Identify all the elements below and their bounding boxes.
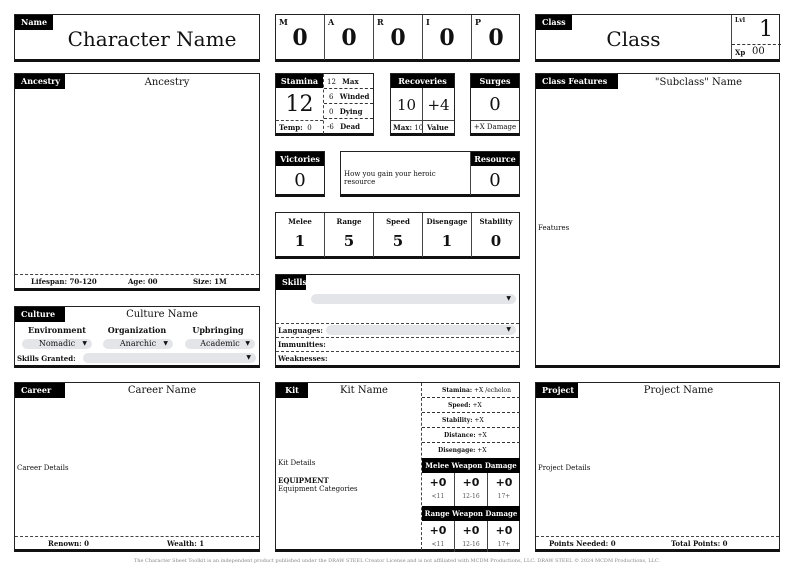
wealth-value[interactable]: 1 xyxy=(199,539,205,548)
class-field[interactable]: Class xyxy=(606,27,661,51)
skills-dropdown[interactable] xyxy=(311,294,516,304)
range-tier1[interactable]: +0 <11 xyxy=(422,521,455,552)
level-box: Lvl 1 Xp 00 xyxy=(731,15,780,60)
class-features-box: Class Features "Subclass" Name Features xyxy=(535,73,780,368)
disengage-stat[interactable]: Disengage 1 xyxy=(423,213,472,257)
surges-box: Surges 0 +X Damage xyxy=(470,73,520,136)
melee-tier3[interactable]: +0 17+ xyxy=(495,476,513,500)
melee-stat[interactable]: Melee 1 xyxy=(276,213,325,257)
lifespan-value[interactable]: 70-120 xyxy=(69,277,97,286)
career-details[interactable]: Career Details xyxy=(17,464,69,472)
total-points[interactable]: 0 xyxy=(722,539,728,548)
class-box xyxy=(535,14,780,62)
range-stat[interactable]: Range 5 xyxy=(325,213,374,257)
footer-disclaimer: The Character Sheet Toolkit is an independent product published under the DRAW STEEL Creator License and is not affiliated with MCDM Productions, LLC. DRAW STEEL © 2024 MCDM Productions, LLC. xyxy=(133,558,661,564)
renown-value[interactable]: 0 xyxy=(84,539,90,548)
environment-dropdown[interactable]: Nomadic ▼ xyxy=(22,339,92,349)
culture-box: Culture Culture Name Environment Organization Upbringing Nomadic ▼ Anarchic ▼ Academic ▼ Skills Granted: ▼ xyxy=(14,306,260,368)
kit-name-field[interactable]: Kit Name xyxy=(340,385,388,396)
character-name-field[interactable]: Character Name xyxy=(67,27,237,51)
recoveries-value[interactable]: +4 xyxy=(427,96,450,114)
kit-bonuses: Stamina: +X /echelon Speed: +X Stability: +X Distance: +X Disengage: +X Melee Weapon Damage +0 <11 +0 12-16 +0 17+ Range Weapon Damage +0 <11 +0 12-16 +0 17+ xyxy=(421,383,520,550)
resource-box: How you gain your heroic resource Resource 0 xyxy=(340,151,520,197)
features-text[interactable]: Features xyxy=(538,224,570,232)
victories-value[interactable]: 0 xyxy=(294,170,306,191)
ancestry-box xyxy=(14,73,260,291)
name-tag: Name xyxy=(15,15,53,30)
ancestry-tag: Ancestry xyxy=(15,74,65,89)
chevron-down-icon: ▼ xyxy=(506,295,511,302)
range-tier2[interactable]: +0 12-16 xyxy=(455,521,488,552)
size-value[interactable]: 1M xyxy=(214,277,227,286)
skills-granted-dropdown[interactable]: ▼ xyxy=(83,353,256,363)
resource-value[interactable]: 0 xyxy=(489,170,501,191)
ancestry-stats: Lifespan: 70-120 Age: 00 Size: 1M xyxy=(15,274,259,289)
melee-tier1[interactable]: +0 <11 xyxy=(422,473,455,506)
kit-box: Kit Kit Name Kit Details EQUIPMENT Equipment Categories Stamina: +X /echelon Speed: +X Stability: +X Distance: +X Disengage: +X Melee Weapon Damage +0 <11 +0 12-16 +0 17+ Range Weapon Damage +0 <11 +0 12-16 +0 17+ xyxy=(275,382,520,552)
char-might[interactable]: M 0 xyxy=(276,15,325,60)
upbringing-dropdown[interactable]: Academic ▼ xyxy=(185,339,255,349)
movement-box xyxy=(275,212,520,259)
languages-dropdown[interactable] xyxy=(326,325,516,335)
range-tier3[interactable]: +0 17+ xyxy=(495,524,513,548)
points-needed[interactable]: 0 xyxy=(610,539,616,548)
skills-box: Skills ▼ Languages: ▼ Immunities: Weaknesses: xyxy=(275,274,520,368)
culture-name-field[interactable]: Culture Name xyxy=(126,309,198,320)
class-tag: Class xyxy=(536,15,572,30)
chevron-down-icon: ▼ xyxy=(506,326,511,333)
level-field[interactable]: 1 xyxy=(759,17,773,42)
char-intuition[interactable]: I 0 xyxy=(423,15,472,60)
recoveries-current[interactable]: 10 xyxy=(396,96,417,114)
victories-box: Victories 0 xyxy=(275,151,325,197)
name-box xyxy=(14,14,260,62)
subclass-field[interactable]: "Subclass" Name xyxy=(654,77,743,88)
kit-details[interactable]: Kit Details xyxy=(278,459,316,467)
xp-field[interactable]: 00 xyxy=(752,46,765,57)
melee-tier2[interactable]: +0 12-16 xyxy=(455,473,488,506)
stamina-box: Stamina 12 Temp: 0 12 Max 6 Winded 0 Dying -6 Dead xyxy=(275,73,374,136)
recoveries-box: Recoveries 10 +4 Max: 10 Value xyxy=(390,73,455,136)
ancestry-field[interactable]: Ancestry xyxy=(144,77,190,88)
temp-stamina[interactable]: 0 xyxy=(307,124,312,132)
career-name-field[interactable]: Career Name xyxy=(127,385,197,396)
equipment-categories[interactable]: Equipment Categories xyxy=(278,485,358,493)
stability-stat[interactable]: Stability 0 xyxy=(479,217,513,250)
stamina-current[interactable]: 12 xyxy=(285,92,314,117)
surges-value[interactable]: 0 xyxy=(489,94,501,115)
organization-dropdown[interactable]: Anarchic ▼ xyxy=(103,339,173,349)
weaknesses-field[interactable]: Weaknesses: xyxy=(276,351,519,365)
char-agility[interactable]: A 0 xyxy=(325,15,374,60)
project-details[interactable]: Project Details xyxy=(538,464,591,472)
age-value[interactable]: 00 xyxy=(147,277,158,286)
project-box: Project Project Name Project Details Points Needed: 0 Total Points: 0 xyxy=(535,382,780,552)
char-reason[interactable]: R 0 xyxy=(374,15,423,60)
characteristics-box xyxy=(275,14,520,62)
char-presence[interactable]: P 0 xyxy=(475,17,504,51)
career-box: Career Career Name Career Details Renown: 0 Wealth: 1 xyxy=(14,382,260,552)
immunities-field[interactable]: Immunities: xyxy=(276,337,519,351)
project-name-field[interactable]: Project Name xyxy=(643,385,714,396)
speed-stat[interactable]: Speed 5 xyxy=(374,213,423,257)
